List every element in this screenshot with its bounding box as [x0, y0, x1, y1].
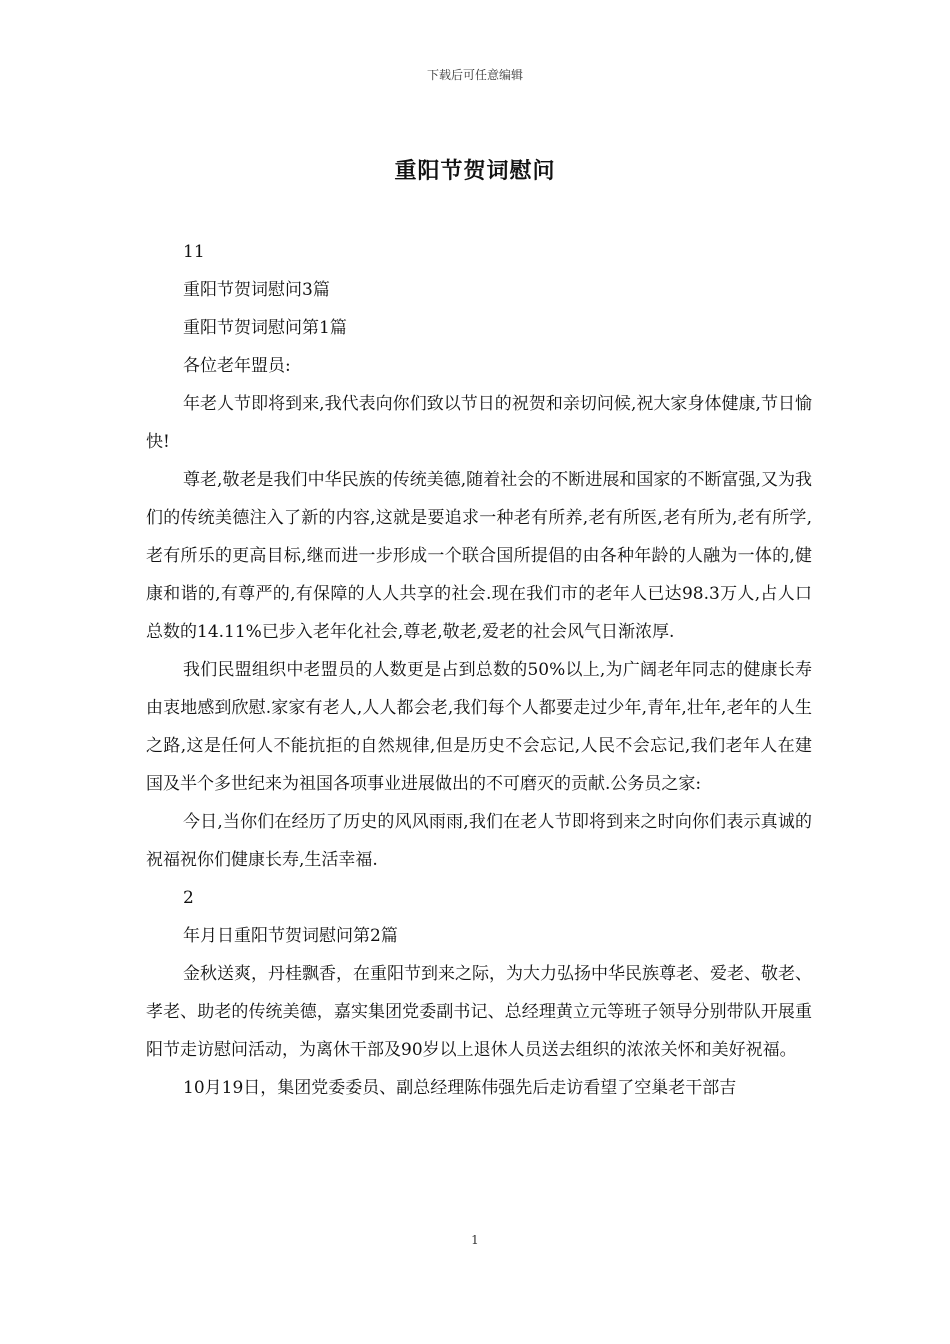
paragraph-collection-title: 重阳节贺词慰问3篇: [183, 280, 330, 300]
paragraph-autumn-visit: 金秋送爽，丹桂飘香，在重阳节到来之际，为大力弘扬中华民族尊老、爱老、敬老、孝老、助老的传统美德，嘉实集团党委副书记、总经理黄立元等班子领导分别带队开展重阳节走访慰问活动，为离休干部及90岁以上退休人员送去组织的浓浓关怀和美好祝福。: [146, 964, 812, 1060]
paragraph-respect-elders: 尊老,敬老是我们中华民族的传统美德,随着社会的不断进展和国家的不断富强,又为我们的传统美德注入了新的内容,这就是要追求一种老有所养,老有所医,老有所为,老有所学,老有所乐的更高目标,继而进一步形成一个联合国所提倡的由各种年龄的人融为一体的,健康和谐的,有尊严的,有保障的人人共享的社会.现在我们市的老年人已达98.3万人,占人口总数的14.11%已步入老年化社会,尊老,敬老,爱老的社会风气日渐浓厚.: [146, 470, 812, 642]
document-body: [146, 233, 812, 1107]
paragraph-part2-title: 年月日重阳节贺词慰问第2篇: [183, 926, 398, 946]
paragraph-greeting: 年老人节即将到来,我代表向你们致以节日的祝贺和亲切问候,祝大家身体健康,节日愉快!: [146, 394, 812, 452]
paragraph-oct19-visit: 10月19日，集团党委委员、副总经理陈伟强先后走访看望了空巢老干部吉: [183, 1078, 737, 1098]
paragraph-salutation: 各位老年盟员:: [183, 356, 291, 376]
paragraph-blessing: 今日,当你们在经历了历史的风风雨雨,我们在老人节即将到来之时向你们表示真诚的祝福祝你们健康长寿,生活幸福.: [146, 812, 812, 870]
paragraph-section-number-2: 2: [183, 888, 194, 908]
page-header: 下载后可任意编辑: [426, 68, 523, 82]
page-number: 1: [471, 1233, 479, 1247]
paragraph-section-number: 11: [183, 242, 205, 262]
paragraph-part1-title: 重阳节贺词慰问第1篇: [183, 318, 347, 338]
document-title: 重阳节贺词慰问: [394, 158, 556, 184]
paragraph-league-members: 我们民盟组织中老盟员的人数更是占到总数的50%以上,为广阔老年同志的健康长寿由衷地感到欣慰.家家有老人,人人都会老,我们每个人都要走过少年,青年,壮年,老年的人生之路,这是任何人不能抗拒的自然规律,但是历史不会忘记,人民不会忘记,我们老年人在建国及半个多世纪来为祖国各项事业进展做出的不可磨灭的贡献.公务员之家:: [146, 660, 812, 794]
